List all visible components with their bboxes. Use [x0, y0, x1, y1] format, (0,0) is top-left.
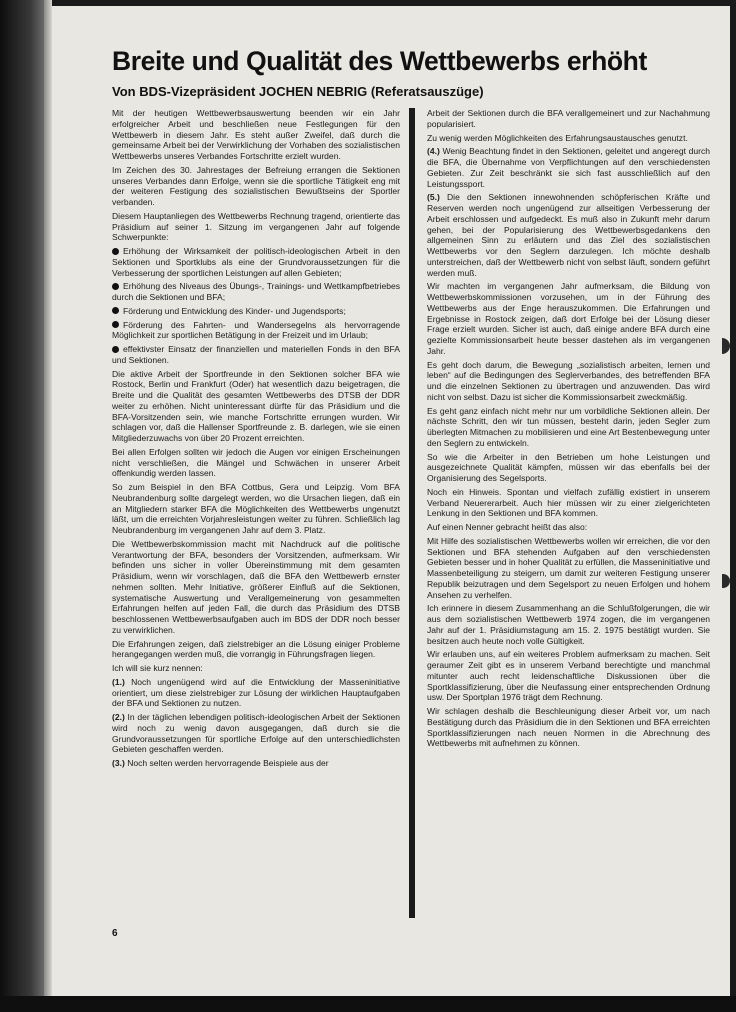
book-gutter-shadow — [0, 0, 44, 1012]
paragraph-number: (3.) — [112, 758, 125, 768]
body-paragraph: Diesem Hauptanliegen des Wettbewerbs Rechnung tragend, orientierte das Präsidium auf seiner 1. Sitzung im vergangenen Jahr auf folgende Schwerpunkte: — [112, 210, 400, 243]
bullet-text: Erhöhung der Wirksamkeit der politisch-ideologischen Arbeit in den Sektionen und Sportklubs als eine der Grundvoraussetzungen für die Verbesserung der sportlichen Leistungen auf allen Gebieten; — [112, 246, 400, 278]
paragraph-text: Noch ungenügend wird auf die Entwicklung der Masseninitiative orientiert, um diese zielstrebiger zur Lösung der wirklichen Hauptaufgaben der BFA und Sektionen zu nutzen. — [112, 676, 400, 709]
body-paragraph: So wie die Arbeiter in den Betrieben um hohe Leistungen und ausgezeichnete Qualität kämpfen, müssen wir das ebenfalls bei der Organisierung des Segelsports. — [427, 451, 710, 483]
column-divider-bar — [409, 108, 415, 918]
bullet-icon — [112, 283, 119, 290]
body-paragraph: Wir machten im vergangenen Jahr aufmerksam, die Bildung von Wettbewerbskommissionen vorzusehen, um in der Führung des Wettbewerbs aus der Enge herauszukommen. Die Erfahrungen und Ergebnisse in Rostock zeigen, daß dort Erfolge bei der Lösung dieser Frage erzielt wurden. Sicher ist auch, daß einige andere BFA durch eine gezielte Kommissionsarbeit heute besser dastehen als im vergangenen Jahr. — [427, 281, 710, 356]
paragraph-number: (5.) — [427, 192, 440, 203]
body-paragraph: Zu wenig werden Möglichkeiten des Erfahrungsaustausches genutzt. — [427, 132, 688, 143]
bullet-paragraph — [112, 320, 400, 342]
bullet-paragraph — [112, 246, 400, 278]
numbered-paragraph — [427, 146, 710, 189]
body-paragraph: Die Erfahrungen zeigen, daß zielstrebiger an die Lösung einiger Probleme herangegangen werden muß, die vorrangig in Führungsfragen liegen. — [112, 638, 400, 660]
body-paragraph: Wir schlagen deshalb die Beschleunigung dieser Arbeit vor, um nach Bestätigung durch das Präsidium die in den Sektionen und BFA erreichten Sportklassifizierungen nach neuen Normen in die Abrechnung des Wettbewerbs mit aufnehmen zu können. — [427, 706, 710, 749]
body-paragraph: Noch ein Hinweis. Spontan und vielfach zufällig existiert in unserem Verband Neuererarbeit. Auch hier müssen wir zu einer zielgerichteten Lenkung in den Sektionen und BFA kommen. — [427, 486, 710, 519]
article-byline: Von BDS-Vizepräsident JOCHEN NEBRIG (Referatsauszüge) — [112, 84, 484, 99]
bullet-paragraph — [112, 306, 400, 317]
body-paragraph: Arbeit der Sektionen durch die BFA verallgemeinert und zur Nachahmung popularisiert. — [427, 108, 710, 129]
body-paragraph: Mit Hilfe des sozialistischen Wettbewerbs wollen wir erreichen, die vor den Sektionen und BFA stehenden Aufgaben auf den verschiedensten Gebieten besser und in hoher Qualität zu erfüllen, die Masseninitiative und Massenbeteiligung zu steigern, um damit zur weiteren Festigung unserer Republik beizutragen und dem Segelsport zu neuen Erfolgen und hohem Ansehen zu verhelfen. — [427, 535, 710, 600]
numbered-paragraph — [112, 712, 400, 755]
body-paragraph: Wir erlauben uns, auf ein weiteres Problem aufmerksam zu machen. Seit geraumer Zeit gibt es in unserem Verband berechtigte und manchmal mitunter auch recht leidenschaftliche Diskussionen über die Sportklassifizierung, über die Neufassung einer entsprechenden Ordnung usw. Der Sportplan 1976 trägt dem Rechnung. — [427, 649, 710, 703]
bullet-text: effektivster Einsatz der finanziellen und materiellen Fonds in den BFA und Sektionen. — [112, 344, 400, 365]
bullet-icon — [112, 248, 119, 255]
numbered-paragraph — [112, 677, 400, 709]
page-number: 6 — [112, 928, 118, 939]
bullet-icon — [112, 307, 119, 314]
scan-bottom-border — [0, 996, 736, 1012]
body-paragraph: Es geht ganz einfach nicht mehr nur um vorbildliche Sektionen allein. Der nächste Schritt, den wir tun müssen, besteht darin, jeden Segler zum überlegten Mitmachen zu mobilisieren und eine Art Bestenbewegung unter den Seglern zu entwickeln. — [427, 405, 710, 448]
right-text-column — [427, 108, 710, 752]
body-paragraph: Ich will sie kurz nennen: — [112, 663, 203, 673]
body-paragraph: Mit der heutigen Wettbewerbsauswertung beenden wir ein Jahr erfolgreicher Arbeit und beschließen neue Festlegungen für den Wettbewerb in diesem Jahr. Es steht außer Zweifel, daß durch die gemeinsame Arbeit bei der Verwirklichung der Vorhaben des sozialistischen Wettbewerbs unseres Verbandes Fortschritte erzielt wurden. — [112, 108, 400, 161]
bullet-paragraph — [112, 281, 400, 303]
paragraph-text: Wenig Beachtung findet in den Sektionen, geleitet und angeregt durch die BFA, die Übernahme von Verpflichtungen auf den verschiedensten Gebieten. Zur Zeit beschränkt sie sich fast ausschließlich auf den Leistungssport. — [427, 146, 710, 189]
article-title: Breite und Qualität des Wettbewerbs erhöht — [112, 46, 647, 76]
body-paragraph: So zum Beispiel in den BFA Cottbus, Gera und Leipzig. Vom BFA Neubrandenburg sollte dargelegt werden, wo die Ursachen liegen, daß ein an Mitgliedern starker BFA die Möglichkeiten des Wettbewerbs ungenutzt läßt, um die erreichten Vorjahresleistungen weiter zu führen. Schließlich lag Neubrandenburg im vergangenen Jahr auf dem 3. Platz. — [112, 482, 400, 535]
paragraph-number: (4.) — [427, 146, 440, 157]
bullet-paragraph — [112, 344, 400, 366]
body-paragraph: Auf einen Nenner gebracht heißt das also: — [427, 522, 588, 532]
body-paragraph: Es geht doch darum, die Bewegung „sozialistisch arbeiten, lernen und leben“ auf die Bedingungen des Seglerverbandes, des betreffenden BFA und die einzelnen Sektionen zu übertragen und anzuwenden. Das wird nicht von selbst. Dazu ist sicher die Kommissionsarbeit zweckmäßig. — [427, 359, 710, 402]
bullet-text: Förderung und Entwicklung des Kinder- und Jugendsports; — [123, 305, 346, 316]
numbered-paragraph — [427, 192, 710, 278]
body-paragraph: Die Wettbewerbskommission macht mit Nachdruck auf die politische Verantwortung der BFA, besonders der Vorsitzenden, aufmerksam. Wir befinden uns sicher in voller Übereinstimmung mit dem gesamten Präsidium, wenn wir vorschlagen, daß die BFA den Wettbewerb ernster nehmen sollten. Mehr Initiative, größerer Einfluß auf die Sektionen, systematische Auswertung und Verallgemeinerung von gesammelten Erfahrungen helfen auf jeden Fall, die durch das Präsidium des DTSB beschlossenen Wettbewerbsaufgaben auch im BDS der DDR noch besser zu verwirklichen. — [112, 538, 400, 635]
paragraph-number: (2.) — [112, 712, 125, 722]
bullet-text: Förderung des Fahrten- und Wandersegelns als hervorragende Möglichkeit zur sportlichen Betätigung in der Freizeit und im Urlaub; — [112, 319, 400, 341]
paragraph-text: Noch selten werden hervorragende Beispiele aus der — [127, 758, 329, 768]
bullet-icon — [112, 346, 119, 353]
body-paragraph: Ich erinnere in diesem Zusammenhang an die Schlußfolgerungen, die wir aus dem sozialistischen Wettbewerb 1974 zogen, die im vergangenen Jahr auf der 1. Präsidiumstagung am 15. 2. 1975 bestätigt wurden. Sie besitzen auch heute noch volle Gültigkeit. — [427, 603, 710, 646]
page-binding-edge — [44, 0, 52, 1000]
paragraph-text: Die den Sektionen innewohnenden schöpferischen Kräfte und Reserven werden noch ungenügend zur allseitigen Verbesserung der Arbeit erschlossen und aufgedeckt. Es muß also in Zukunft mehr darum gehen, bei der Popularisierung des Wettbewerbsgedankens den allgemeinen Sinn zu erläutern und das Ziel des sozialistischen Wettbewerbs vor den Seglern darzulegen. Ich möchte deshalb unterstreichen, daß der Wettbewerb nicht von selbst läuft, sondern geführt werden muß. — [427, 192, 710, 278]
paragraph-number: (1.) — [112, 676, 125, 687]
paragraph-text: In der täglichen lebendigen politisch-ideologischen Arbeit der Sektionen wird noch zu wenig davon ausgegangen, daß durch sie die Grundvoraussetzungen für sportliche Erfolge auf den unterschiedlichsten Gebieten geschaffen werden. — [112, 712, 401, 755]
body-paragraph: Bei allen Erfolgen sollten wir jedoch die Augen vor einigen Erscheinungen nicht verschließen, die Mängel und Schwächen in unserer Arbeit offenkundig werden lassen. — [112, 446, 400, 479]
body-paragraph: Die aktive Arbeit der Sportfreunde in den Sektionen solcher BFA wie Rostock, Berlin und Frankfurt (Oder) hat wesentlich dazu beigetragen, die Breite und die Qualität des gesamten Wettbewerbs des DTSB der DDR weiter zu erhöhen. Nicht uninteressant dürfte für das Präsidium und die BFA-Vorsitzenden sein, wie manche Fortschritte errungen wurden. Wir schlagen vor, daß die Hallenser Sportfreunde z. B. darlegen, wie sie einen Mitgliederzuwachs von über 20 Prozent erreichten. — [112, 368, 400, 443]
bullet-text: Erhöhung des Niveaus des Übungs-, Trainings- und Wettkampfbetriebes durch die Sektionen und BFA; — [112, 281, 400, 302]
left-text-column — [112, 108, 400, 772]
bullet-icon — [112, 321, 119, 328]
body-paragraph: Im Zeichen des 30. Jahrestages der Befreiung errangen die Sektionen unseres Verbandes dann Erfolge, wenn sie die sportliche Tätigkeit eng mit der weiteren Festigung des sozialistischen Bewußtseins der Sportler verbanden. — [112, 164, 400, 207]
numbered-paragraph — [112, 758, 400, 769]
